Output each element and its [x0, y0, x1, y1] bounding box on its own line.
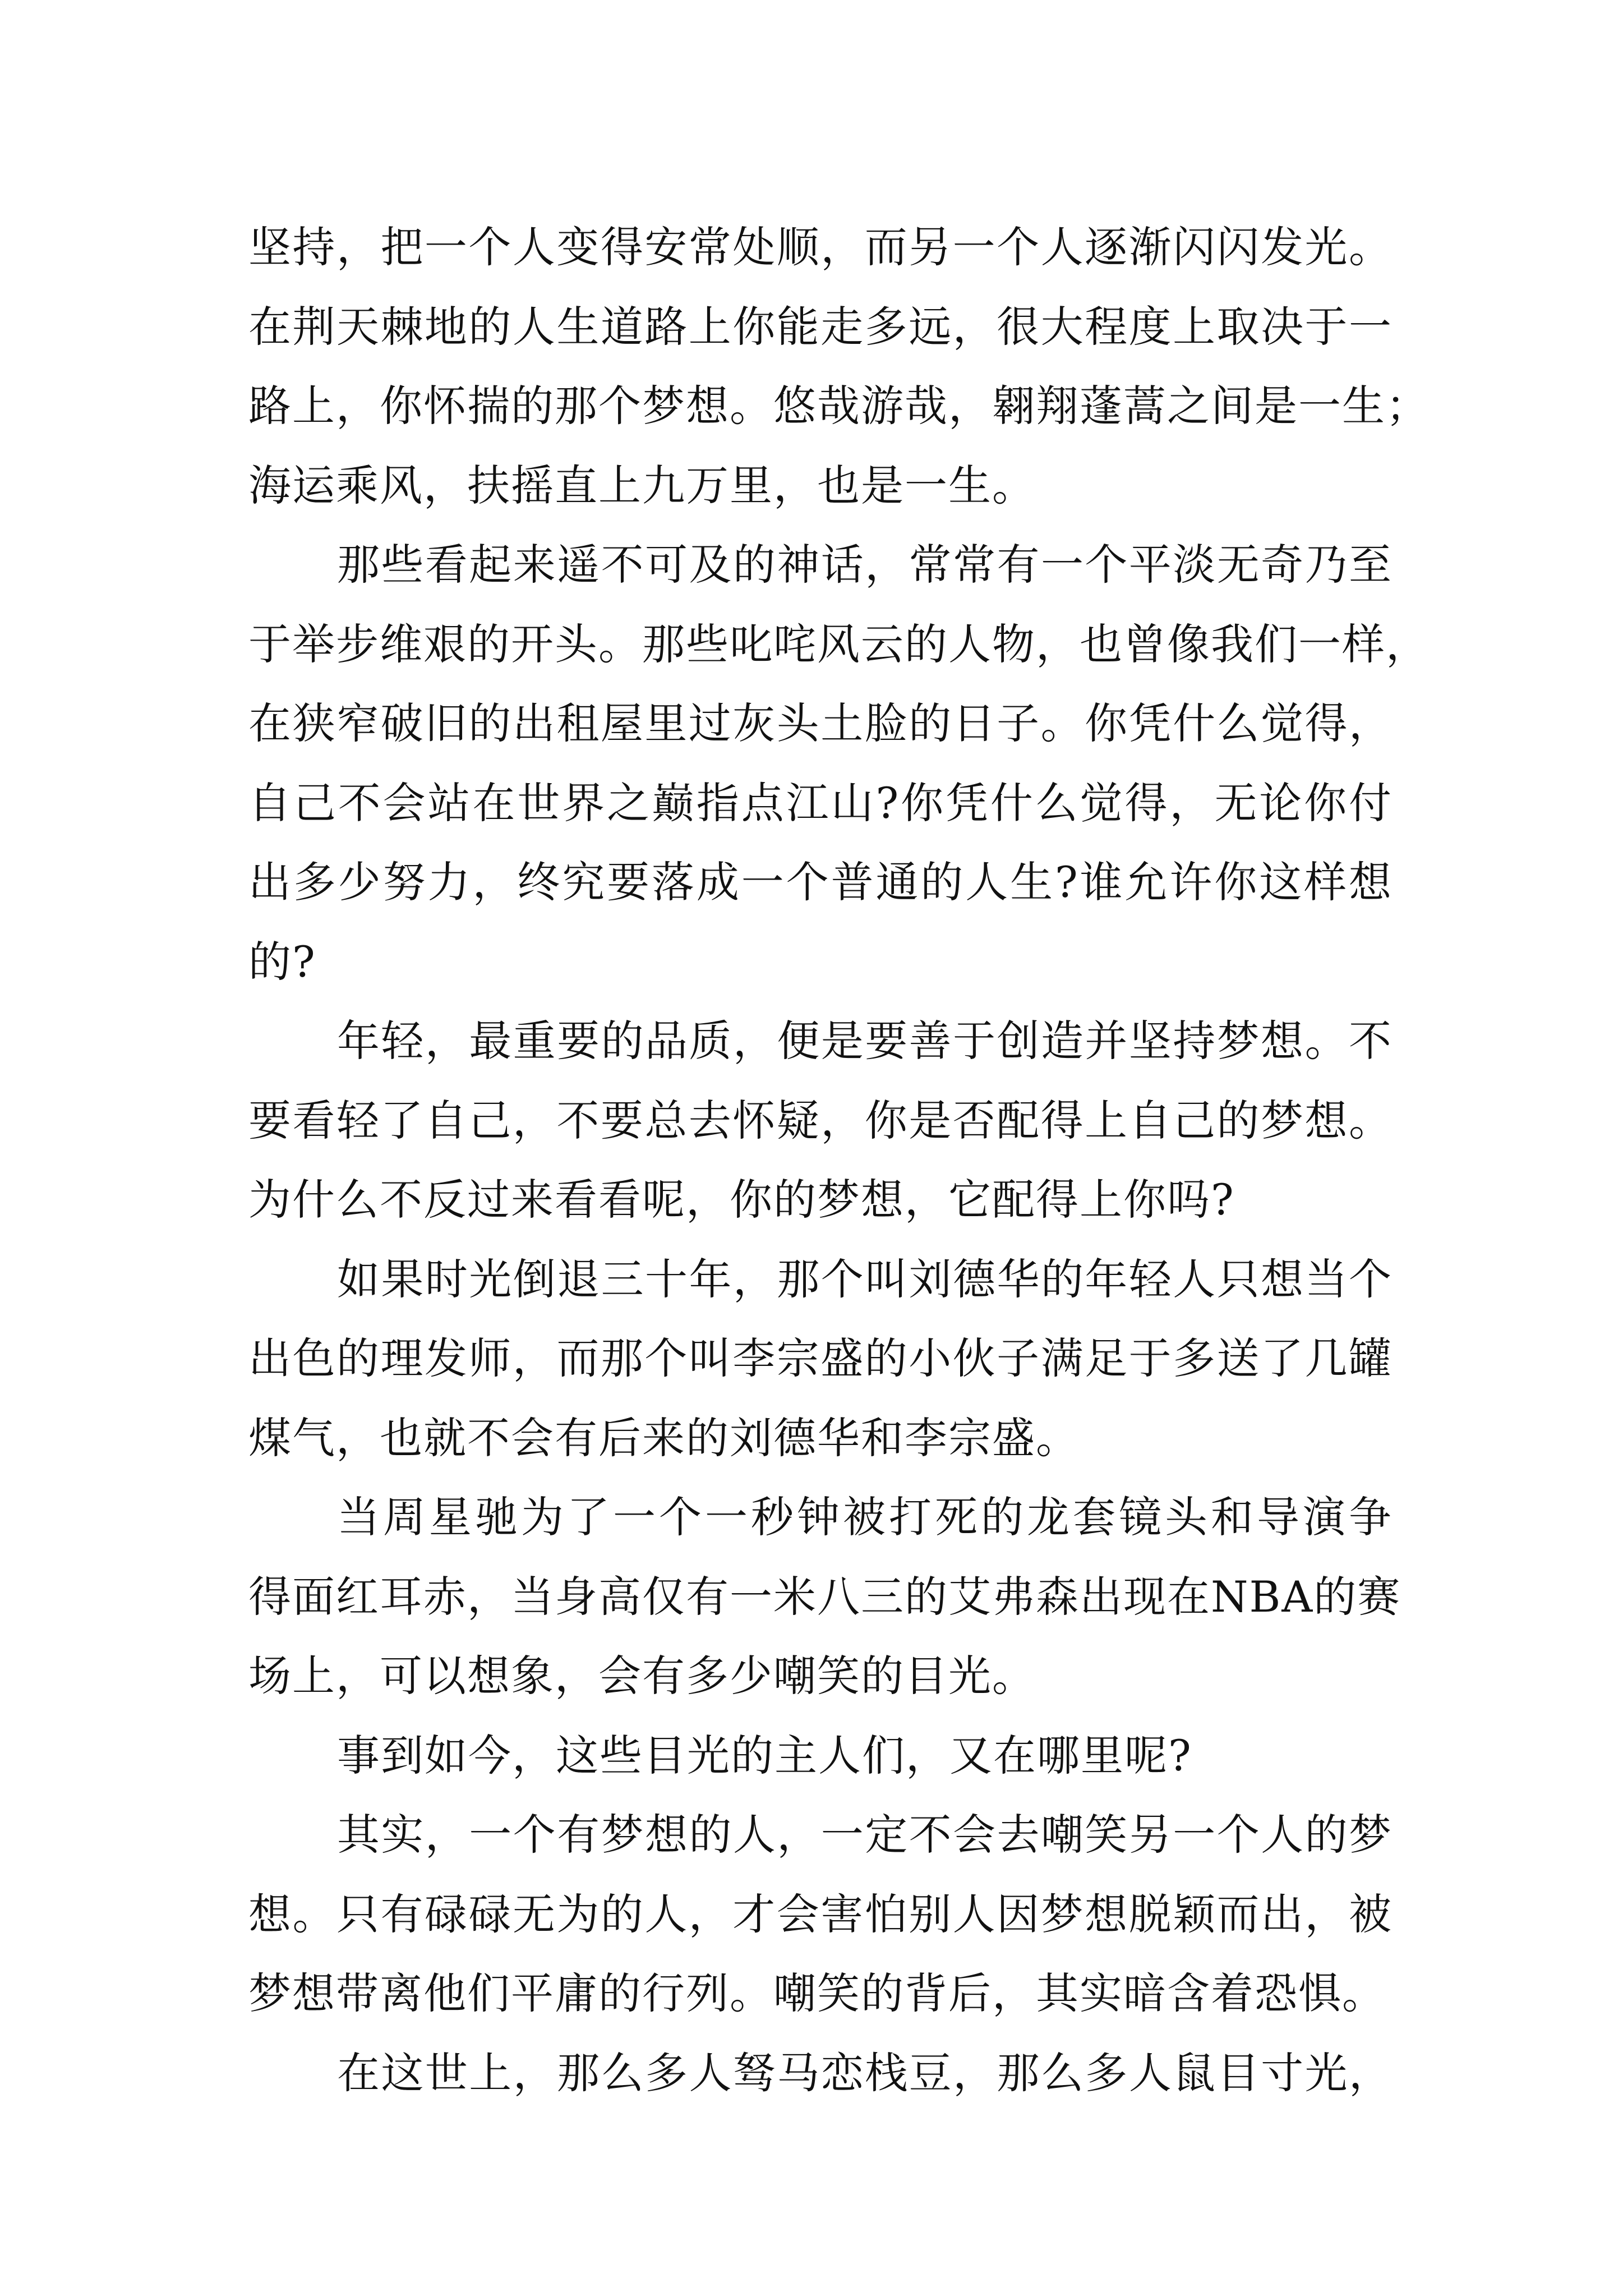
- paragraph-start-line: 其实，一个有梦想的人，一定不会去嘲笑另一个人的梦: [337, 1810, 1393, 1860]
- body-text: [248, 208, 1430, 2113]
- paragraph-start-line: 年轻，最重要的品质，便是要善于创造并坚持梦想。不: [337, 1016, 1393, 1066]
- text-line: 要看轻了自己，不要总去怀疑，你是否配得上自己的梦想。: [248, 1095, 1393, 1145]
- text-line: 在狭窄破旧的出租屋里过灰头土脸的日子。你凭什么觉得，: [248, 698, 1393, 748]
- text-line: 路上，你怀揣的那个梦想。悠哉游哉，翱翔蓬蒿之间是一生；: [248, 381, 1430, 431]
- paragraph-start-line: 在这世上，那么多人驽马恋栈豆，那么多人鼠目寸光，: [337, 2047, 1393, 2098]
- text-line: 出色的理发师，而那个叫李宗盛的小伙子满足于多送了几罐: [248, 1333, 1393, 1383]
- text-line: 海运乘风，扶摇直上九万里，也是一生。: [248, 460, 1036, 510]
- text-line: 于举步维艰的开头。那些叱咤风云的人物，也曾像我们一样，: [248, 619, 1430, 669]
- text-line: 得面红耳赤，当身高仅有一米八三的艾弗森出现在NBA的赛: [248, 1571, 1401, 1622]
- text-line: 为什么不反过来看看呢，你的梦想，它配得上你吗?: [248, 1175, 1235, 1225]
- text-line: 煤气，也就不会有后来的刘德华和李宗盛。: [248, 1412, 1080, 1463]
- paragraph-start-line: 当周星驰为了一个一秒钟被打死的龙套镜头和导演争: [337, 1492, 1393, 1542]
- text-line: 出多少努力，终究要落成一个普通的人生?谁允许你这样想: [248, 857, 1393, 907]
- text-line: 场上，可以想象，会有多少嘲笑的目光。: [248, 1651, 1036, 1701]
- text-line: 坚持，把一个人变得安常处顺，而另一个人逐渐闪闪发光。: [248, 222, 1393, 272]
- text-line: 在荆天棘地的人生道路上你能走多远，很大程度上取决于一: [248, 301, 1393, 352]
- paragraph-start-line: 那些看起来遥不可及的神话，常常有一个平淡无奇乃至: [337, 540, 1393, 590]
- text-line: 的?: [248, 936, 316, 987]
- text-line: 想。只有碌碌无为的人，才会害怕别人因梦想脱颖而出，被: [248, 1889, 1393, 1939]
- paragraph-start-line: 事到如今，这些目光的主人们，又在哪里呢?: [337, 1730, 1192, 1780]
- text-line: 梦想带离他们平庸的行列。嘲笑的背后，其实暗含着恐惧。: [248, 1968, 1386, 2018]
- text-line: 自己不会站在世界之巅指点江山?你凭什么觉得，无论你付: [248, 777, 1393, 828]
- paragraph-start-line: 如果时光倒退三十年，那个叫刘德华的年轻人只想当个: [337, 1254, 1393, 1304]
